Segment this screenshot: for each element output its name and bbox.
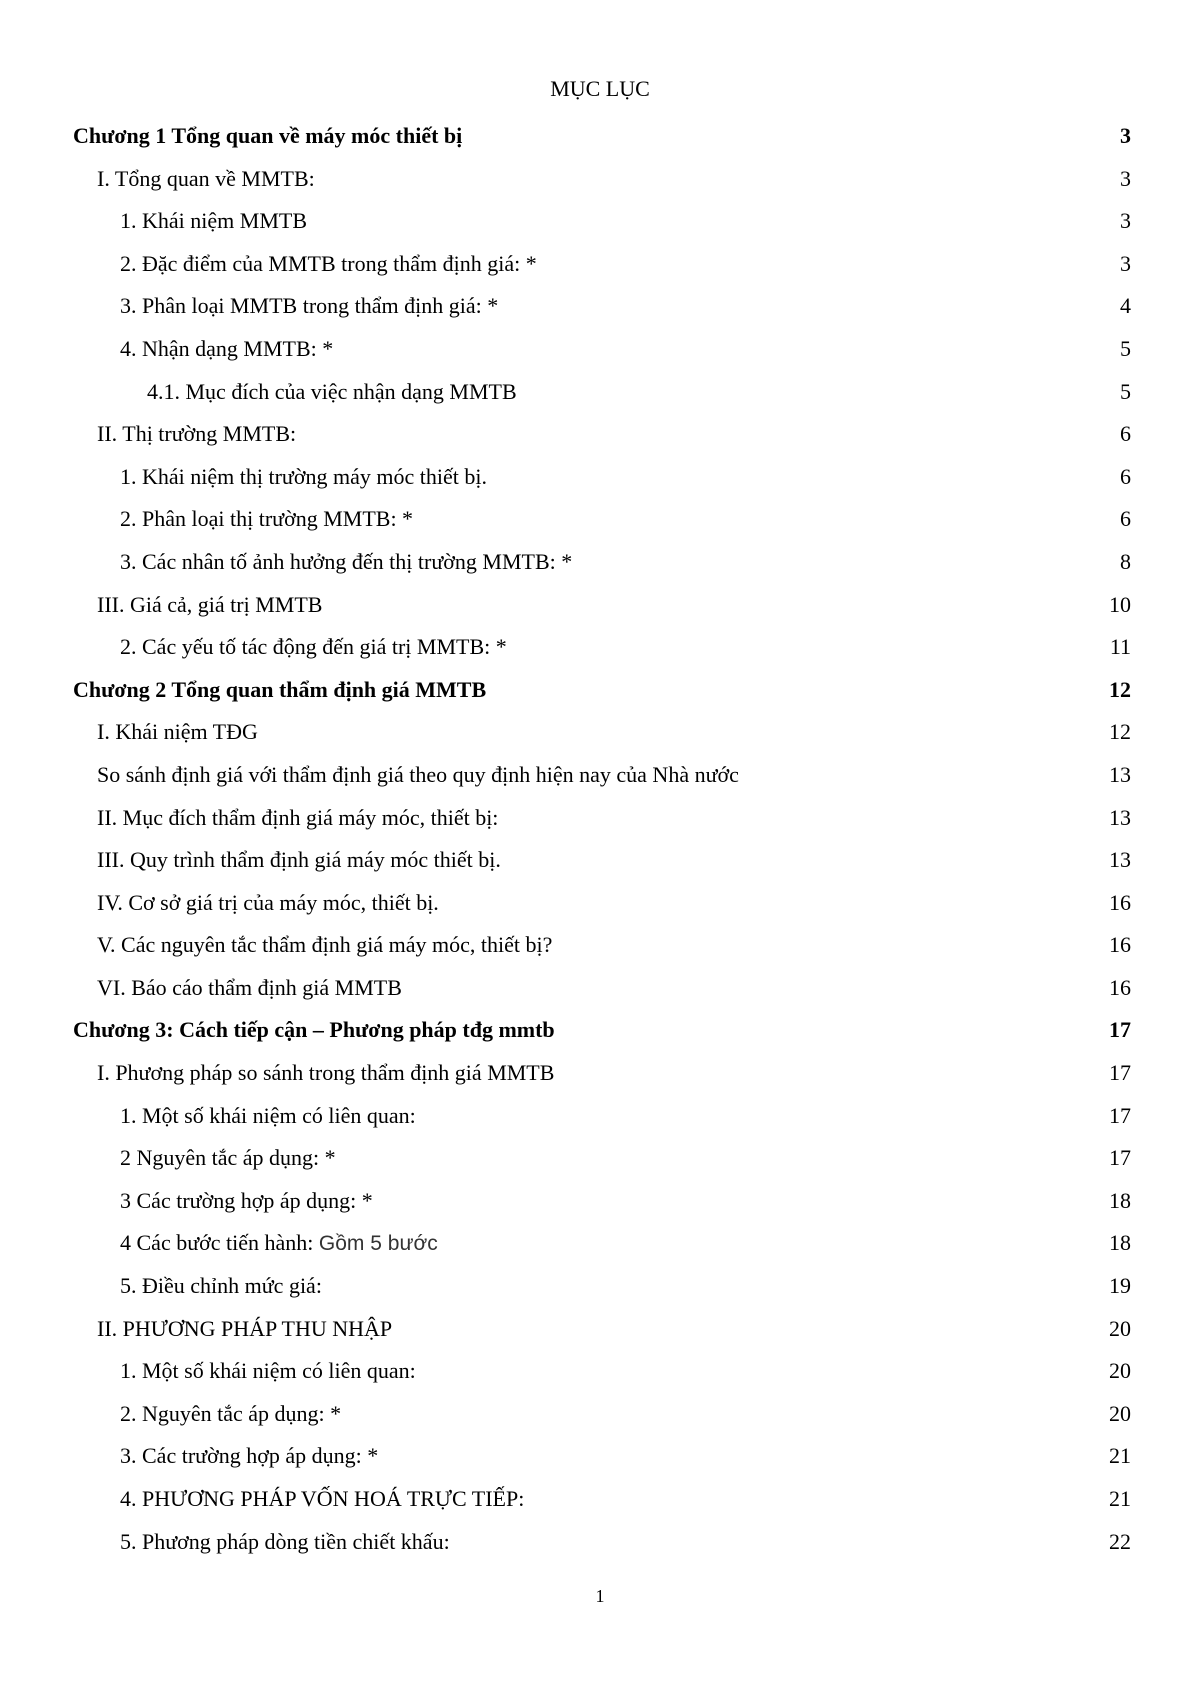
- toc-entry-text: Chương 3: Cách tiếp cận – Phương pháp tđg mmtb: [73, 1017, 555, 1043]
- toc-page-number: 20: [1109, 1400, 1131, 1426]
- toc-entry[interactable]: [73, 839, 1131, 882]
- toc-page-number: 13: [1109, 804, 1131, 830]
- toc-page-number: 17: [1109, 1145, 1131, 1171]
- toc-entry[interactable]: [73, 1350, 1131, 1393]
- toc-page-number: 19: [1109, 1273, 1131, 1299]
- toc-entry-note: Gồm 5 bước: [318, 1232, 438, 1256]
- toc-entry[interactable]: [73, 158, 1131, 201]
- toc-entry-text: 2. Các yếu tố tác động đến giá trị MMTB: *: [120, 634, 507, 660]
- toc-entry-text: 3. Các nhân tố ảnh hưởng đến thị trường MMTB: *: [120, 548, 573, 574]
- toc-entry[interactable]: [73, 584, 1131, 627]
- toc-entry[interactable]: [73, 541, 1131, 584]
- table-of-contents: [73, 115, 1131, 1563]
- toc-page-number: 16: [1109, 974, 1131, 1000]
- toc-entry-text: 3. Các trường hợp áp dụng: *: [120, 1443, 379, 1469]
- toc-entry[interactable]: [73, 1222, 1131, 1265]
- toc-title: MỤC LỤC: [550, 76, 650, 101]
- toc-entry[interactable]: [73, 371, 1131, 414]
- toc-entry-text: 2. Phân loại thị trường MMTB: *: [120, 506, 414, 532]
- toc-page-number: 8: [1120, 548, 1131, 574]
- toc-page-number: 21: [1109, 1443, 1131, 1469]
- toc-entry-text: So sánh định giá với thẩm định giá theo quy định hiện nay của Nhà nước: [97, 761, 739, 787]
- toc-page-number: 6: [1120, 506, 1131, 532]
- toc-page-number: 12: [1109, 719, 1131, 745]
- toc-entry[interactable]: [73, 1095, 1131, 1138]
- toc-entry[interactable]: [73, 711, 1131, 754]
- toc-page-number: 3: [1120, 123, 1131, 148]
- toc-entry-text: V. Các nguyên tắc thẩm định giá máy móc, thiết bị?: [97, 932, 553, 958]
- toc-entry[interactable]: [73, 328, 1131, 371]
- toc-entry-text: II. PHƯƠNG PHÁP THU NHẬP: [97, 1315, 393, 1341]
- toc-entry[interactable]: [73, 754, 1131, 797]
- toc-page-number: 16: [1109, 889, 1131, 915]
- toc-entry-text: 4. Nhận dạng MMTB: *: [120, 335, 334, 361]
- toc-page-number: 21: [1109, 1486, 1131, 1511]
- toc-entry-text: 4 Các bước tiến hành:: [120, 1230, 314, 1256]
- toc-page-number: 6: [1120, 421, 1131, 447]
- toc-entry-text: 1. Một số khái niệm có liên quan:: [120, 1102, 416, 1128]
- toc-entry[interactable]: [73, 1052, 1131, 1095]
- toc-entry[interactable]: [73, 967, 1131, 1010]
- toc-page-number: 17: [1109, 1017, 1131, 1043]
- toc-entry[interactable]: [73, 1180, 1131, 1223]
- page-number: 1: [595, 1586, 605, 1606]
- toc-entry-text: 4. PHƯƠNG PHÁP VỐN HOÁ TRỰC TIẾP:: [120, 1486, 525, 1511]
- toc-page-number: 20: [1109, 1315, 1131, 1341]
- toc-entry-text: Chương 2 Tổng quan thẩm định giá MMTB: [73, 676, 487, 702]
- toc-entry-text: I. Khái niệm TĐG: [97, 719, 258, 745]
- toc-entry-text: 1. Khái niệm thị trường máy móc thiết bị.: [120, 463, 487, 489]
- toc-entry[interactable]: [73, 285, 1131, 328]
- toc-page-number: 3: [1120, 250, 1131, 276]
- toc-entry-text: 2. Nguyên tắc áp dụng: *: [120, 1400, 342, 1426]
- toc-entry[interactable]: [73, 924, 1131, 967]
- toc-entry-text: 5. Điều chỉnh mức giá:: [120, 1273, 322, 1299]
- toc-page-number: 22: [1109, 1528, 1131, 1554]
- toc-entry-text: Chương 1 Tổng quan về máy móc thiết bị: [73, 123, 463, 148]
- toc-entry[interactable]: [73, 1478, 1131, 1521]
- toc-entry[interactable]: [73, 797, 1131, 840]
- toc-entry-text: 2. Đặc điểm của MMTB trong thẩm định giá: *: [120, 250, 537, 276]
- toc-page-number: 13: [1109, 761, 1131, 787]
- toc-page-number: 20: [1109, 1358, 1131, 1384]
- toc-entry-text: II. Mục đích thẩm định giá máy móc, thiết bị:: [97, 804, 499, 830]
- toc-entry[interactable]: [73, 243, 1131, 286]
- toc-page-number: 3: [1120, 165, 1131, 191]
- toc-chapter-entry[interactable]: [73, 669, 1131, 712]
- toc-page-number: 5: [1120, 378, 1131, 404]
- toc-entry[interactable]: [73, 1521, 1131, 1564]
- toc-entry-label: [120, 1222, 438, 1266]
- toc-entry[interactable]: [73, 200, 1131, 243]
- toc-entry[interactable]: [73, 1435, 1131, 1478]
- toc-page-number: 13: [1109, 847, 1131, 873]
- toc-entry-text: II. Thị trường MMTB:: [97, 421, 297, 447]
- toc-entry-text: I. Tổng quan về MMTB:: [97, 165, 315, 191]
- toc-entry[interactable]: [73, 413, 1131, 456]
- toc-entry[interactable]: [73, 1308, 1131, 1351]
- toc-page-number: 5: [1120, 335, 1131, 361]
- toc-entry[interactable]: [73, 626, 1131, 669]
- toc-entry-text: 1. Khái niệm MMTB: [120, 208, 307, 234]
- toc-entry[interactable]: [73, 456, 1131, 499]
- toc-chapter-entry[interactable]: [73, 115, 1131, 158]
- toc-page-number: 4: [1120, 293, 1131, 319]
- toc-page-number: 11: [1109, 634, 1131, 660]
- toc-entry[interactable]: [73, 1265, 1131, 1308]
- toc-entry-text: 5. Phương pháp dòng tiền chiết khấu:: [120, 1528, 450, 1554]
- toc-page-number: 17: [1109, 1060, 1131, 1086]
- toc-entry[interactable]: [73, 1137, 1131, 1180]
- toc-page-number: 16: [1109, 932, 1131, 958]
- toc-entry-text: 2 Nguyên tắc áp dụng: *: [120, 1145, 336, 1171]
- toc-page-number: 3: [1120, 208, 1131, 234]
- toc-page-number: 17: [1109, 1102, 1131, 1128]
- toc-entry-text: I. Phương pháp so sánh trong thẩm định giá MMTB: [97, 1060, 555, 1086]
- toc-entry-text: III. Quy trình thẩm định giá máy móc thiết bị.: [97, 847, 501, 873]
- toc-entry[interactable]: [73, 1393, 1131, 1436]
- toc-chapter-entry[interactable]: [73, 1009, 1131, 1052]
- toc-page-number: 18: [1109, 1187, 1131, 1213]
- toc-page-number: 12: [1109, 676, 1131, 702]
- toc-entry-text: III. Giá cả, giá trị MMTB: [97, 591, 323, 617]
- toc-page-number: 10: [1109, 591, 1131, 617]
- toc-page-number: 18: [1109, 1230, 1131, 1256]
- toc-entry-text: 3. Phân loại MMTB trong thẩm định giá: *: [120, 293, 499, 319]
- toc-entry[interactable]: [73, 882, 1131, 925]
- toc-entry-text: VI. Báo cáo thẩm định giá MMTB: [97, 974, 402, 1000]
- toc-entry-text: IV. Cơ sở giá trị của máy móc, thiết bị.: [97, 889, 439, 915]
- toc-entry-text: 4.1. Mục đích của việc nhận dạng MMTB: [147, 378, 517, 404]
- toc-entry-text: 1. Một số khái niệm có liên quan:: [120, 1358, 416, 1384]
- toc-page-number: 6: [1120, 463, 1131, 489]
- toc-entry-text: 3 Các trường hợp áp dụng: *: [120, 1187, 373, 1213]
- toc-entry[interactable]: [73, 498, 1131, 541]
